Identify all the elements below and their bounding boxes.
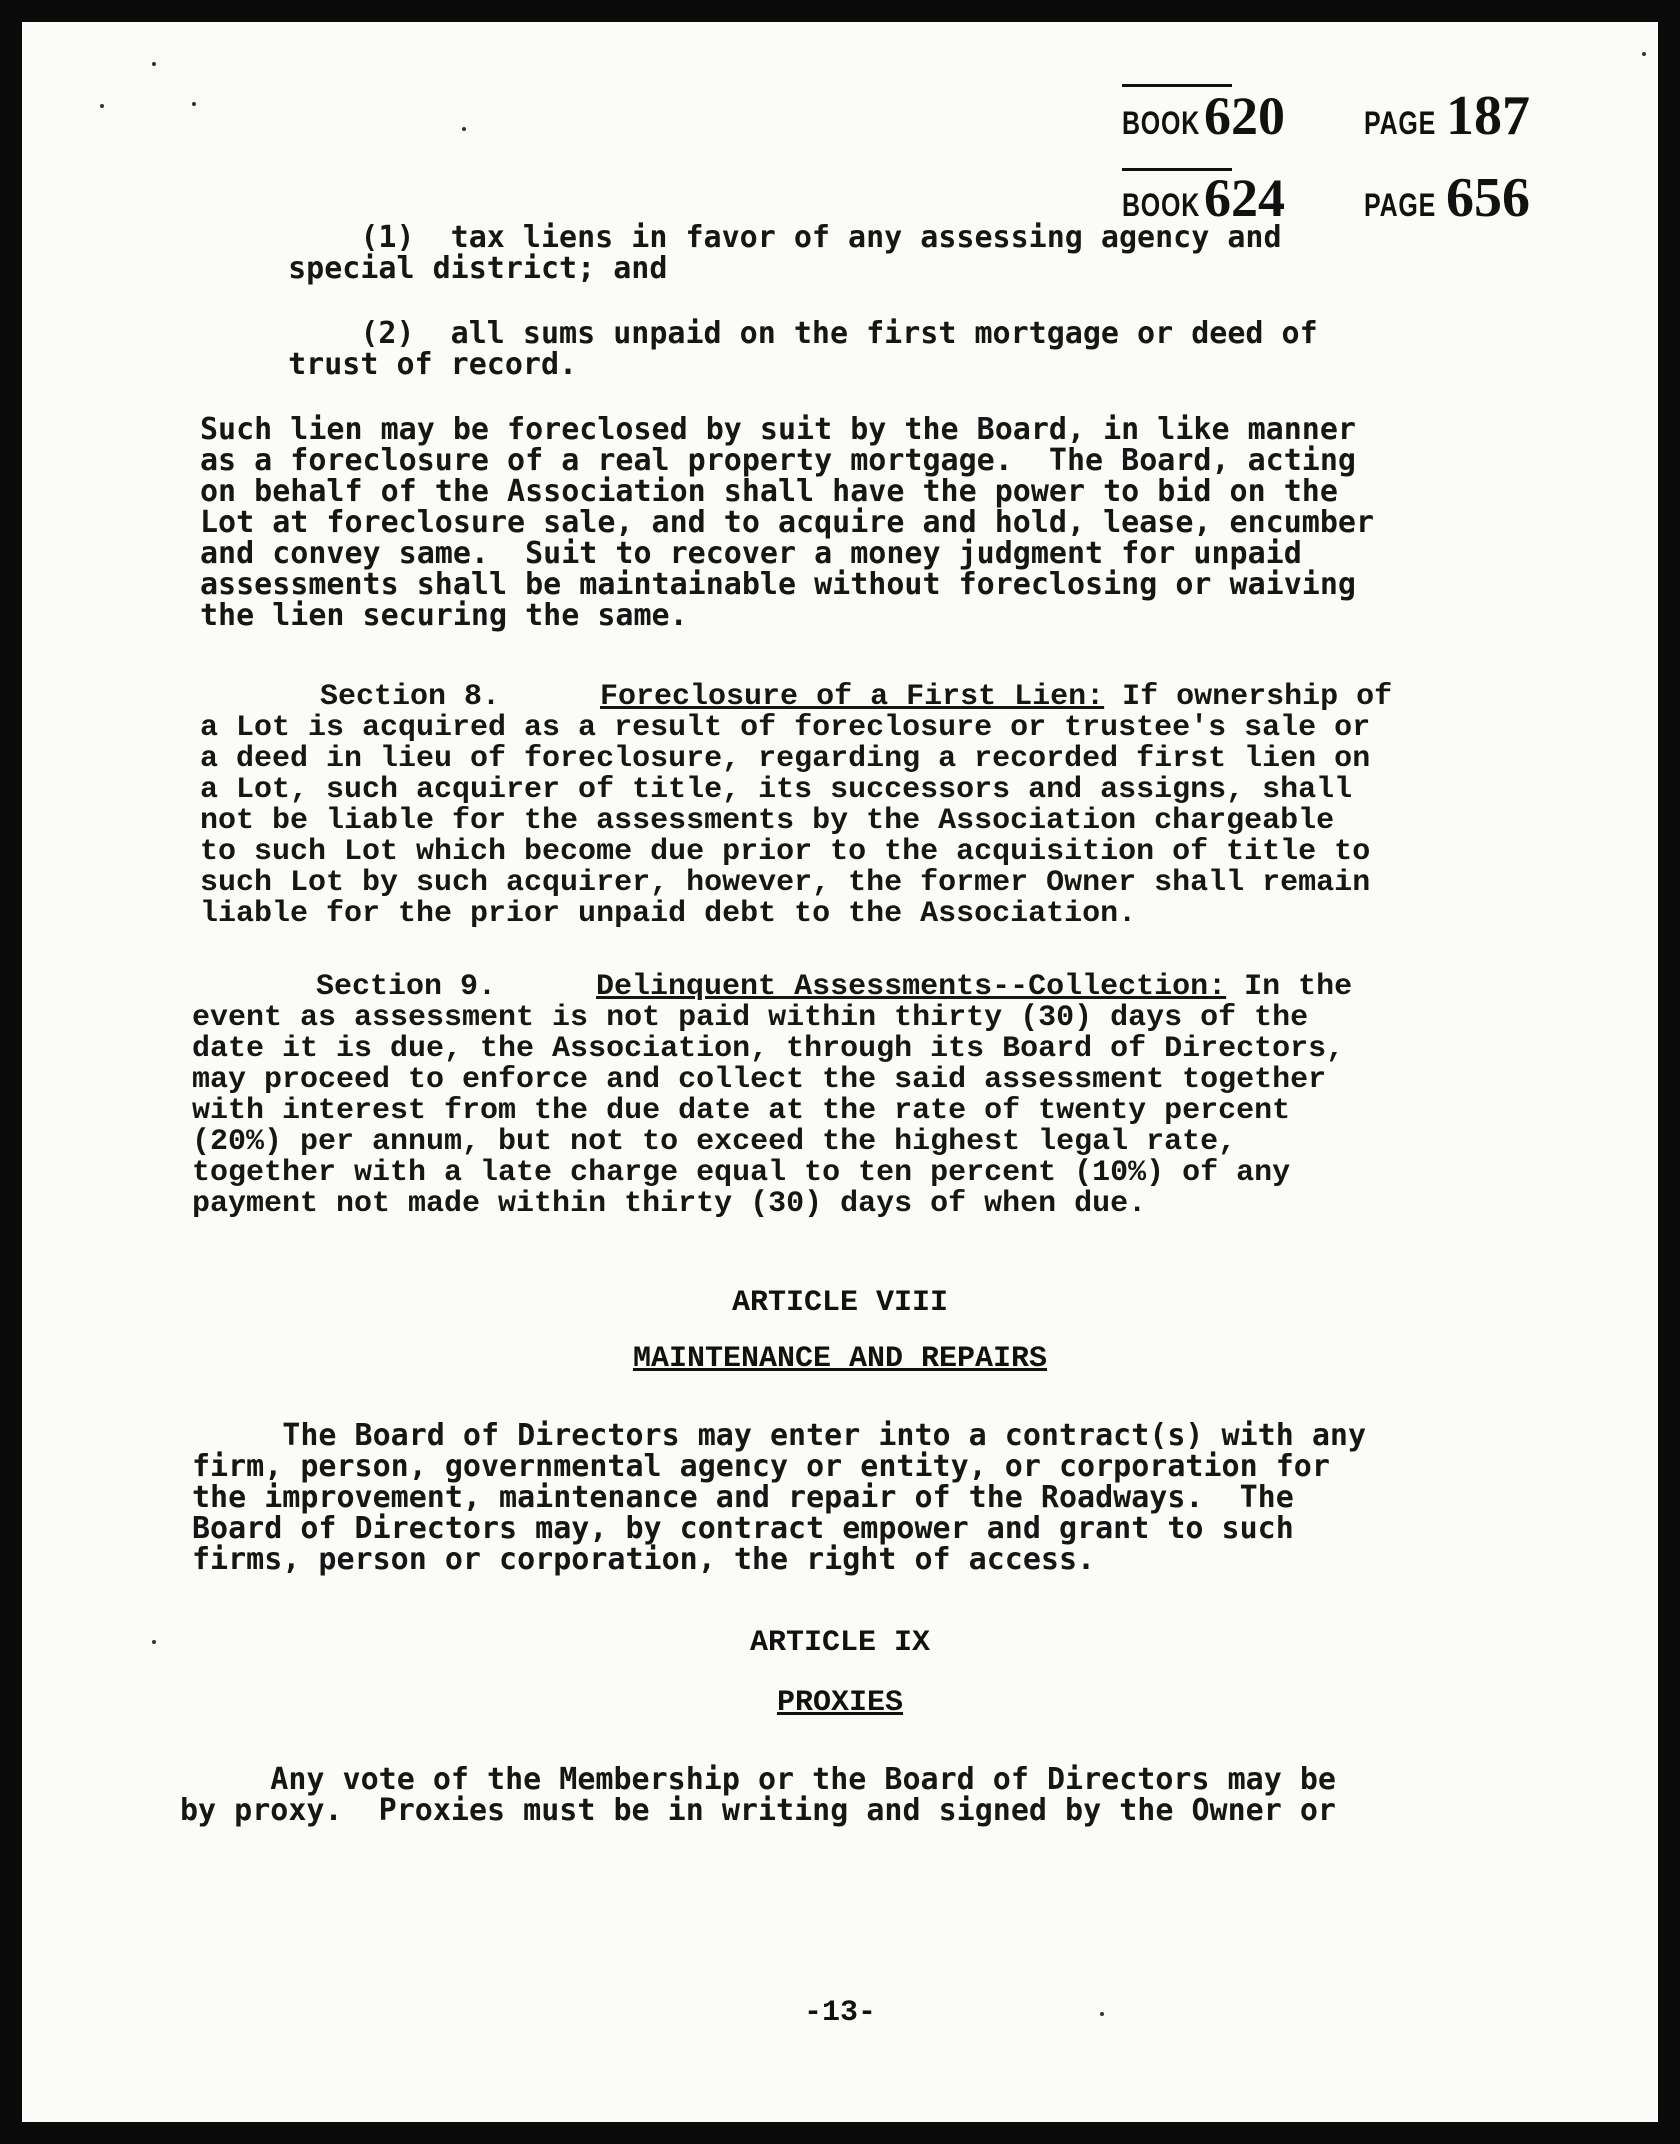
page-number-stamp: 656 [1446,167,1530,229]
page-footer-number: -13- [803,1996,876,2030]
lien-paragraph: Such lien may be foreclosed by suit by the Board, in like manner as a foreclosure of a real property mortgage. The Board, acting on behalf of the Association shall have the power to bid on the Lot at foreclosure sale, and to acquire and hold, lease, encumber and convey same. Suit to recover a money judgment for unpaid assessments shall be maintainable without foreclosing or waiving the lien securing the same. [200,412,1374,633]
scan-speck [462,127,466,131]
page-number-stamp: 187 [1446,85,1530,147]
lien-item-1: (1) tax liens in favor of any assessing agency and special district; and [288,220,1282,286]
article-9-body: Any vote of the Membership or the Board of Directors may be by proxy. Proxies must be in writing and signed by the Owner or [180,1762,1336,1828]
article-8-body: The Board of Directors may enter into a contract(s) with any firm, person, governmental agency or entity, or corporation for the improvement, maintenance and repair of the Roadways. The Board of Directors may, by contract empower and grant to such firms, person or corporation, the right of access. [192,1418,1366,1577]
book-label: BOOK [1122,187,1200,223]
section-9-body: event as assessment is not paid within thirty (30) days of the date it is due, the Association, through its Board of Directors, may proceed to enforce and collect the said assessment together with interest from the due date at the rate of twenty percent (20%) per annum, but not to exceed the highest legal rate, together with a late charge equal to ten percent (10%) of any payment not made within thirty (30) days of when due. [192,1001,1345,1221]
section-8-label: Section 8. [320,680,501,714]
document-page [22,22,1658,2122]
stamp-rule [1122,168,1232,171]
book-number: 620 [1204,86,1285,146]
scan-speck [152,62,156,66]
section-8-heading: Foreclosure of a First Lien: [600,680,1105,714]
article-8-title: ARTICLE VIII [731,1286,949,1320]
book-number: 624 [1204,168,1285,228]
article-9-title: ARTICLE IX [749,1626,931,1660]
lien-item-2: (2) all sums unpaid on the first mortgage or deed of trust of record. [288,316,1318,382]
scan-speck [152,1640,156,1644]
scan-speck [100,104,104,108]
section-8 [200,682,1500,930]
stamp-line-1 [1122,84,1530,166]
section-9-heading: Delinquent Assessments--Collection: [596,970,1227,1004]
page-label: PAGE [1364,105,1437,141]
stamp-rule [1122,84,1232,87]
page-label: PAGE [1364,187,1437,223]
article-9-heading: PROXIES [776,1686,904,1720]
section-8-first-line: If ownership of [1104,680,1393,714]
section-9 [192,972,1492,1220]
scan-speck [1100,2012,1104,2016]
section-9-label: Section 9. [316,970,497,1004]
section-9-first-line: In the [1226,970,1353,1004]
scan-speck [1642,52,1646,56]
book-label: BOOK [1122,105,1200,141]
scan-speck [192,102,196,106]
article-8-heading: MAINTENANCE AND REPAIRS [632,1342,1048,1376]
section-8-body: a Lot is acquired as a result of foreclosure or trustee's sale or a deed in lieu of foreclosure, regarding a recorded first lien on a Lot, such acquirer of title, its successors and assigns, shall not be liable for the assessments by the Association chargeable to such Lot which become due prior to the acquisition of title to such Lot by such acquirer, however, the former Owner shall remain liable for the prior unpaid debt to the Association. [200,711,1371,931]
